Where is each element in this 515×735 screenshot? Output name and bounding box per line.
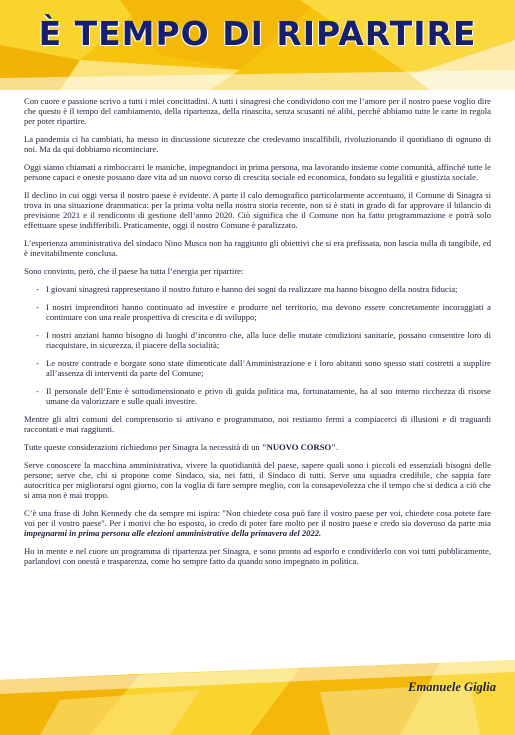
list-item-text: I giovani sinagresi rappresentano il nostro futuro e hanno dei sogni da realizzare ma hanno bisogno della nostra fiducia;	[46, 284, 458, 294]
bullet-dash: -	[36, 284, 39, 294]
letter-body	[24, 96, 491, 574]
bullet-dash: -	[36, 358, 39, 368]
bullet-dash: -	[36, 302, 39, 312]
list-item	[24, 302, 491, 322]
footer-decoration	[0, 660, 515, 735]
paragraph-text: .	[335, 442, 339, 452]
paragraph	[24, 508, 491, 538]
candidacy-emphasis: impegnarmi in prima persona alle elezioni amministrative della primavera del 2022.	[24, 528, 322, 538]
page-title: È TEMPO DI RIPARTIRE	[38, 14, 477, 53]
paragraph: Oggi siamo chiamati a rimboccarci le maniche, impegnandoci in prima persona, ma lavorando insieme come comunità, affinché tutte le persone capaci e oneste possano dare vita ad un nuovo corso di crescita sociale ed economica, fondato su legalità e giustizia sociale.	[24, 162, 491, 182]
list-item-text: Le nostre contrade e borgate sono state dimenticate dall’Amministrazione e i loro abitanti sono spesso stati costretti a supplire all’assenza di interventi da parte del Comune;	[46, 358, 491, 378]
signature: Emanuele Giglia	[408, 680, 496, 694]
paragraph: Con cuore e passione scrivo a tutti i miei concittadini. A tutti i sinagresi che condividono con me l’amore per il nostro paese voglio dire che questo è il tempo del cambiamento, della ripartenza, della rinascita, senza scusanti né alibi, perché abbiamo tutte le carte in regola per poter ripartire.	[24, 96, 491, 126]
nuovo-corso-emphasis: "NUOVO CORSO"	[261, 442, 336, 452]
list-item	[24, 358, 491, 378]
header-banner	[0, 0, 515, 90]
paragraph: Mentre gli altri comuni del comprensorio si attivano e programmano, noi restiamo fermi a compiacerci di illusioni e di traguardi raccontati e mai raggiunti.	[24, 414, 491, 434]
list-item-text: Il personale dell’Ente è sottodimensionato e privo di guida politica ma, fortunatamente, ha al suo interno ricchezza di risorse umane da valorizzare e sulle quali investire.	[46, 386, 491, 406]
bullet-dash: -	[36, 330, 39, 340]
bullet-dash: -	[36, 386, 39, 396]
list-item-text: I nostri imprenditori hanno continuato ad investire e produrre nel territorio, ma devono essere concretamente incoraggiati a continuare con una reale prospettiva di crescita e di sviluppo;	[46, 302, 491, 322]
paragraph: Serve conoscere la macchina amministrativa, vivere la quotidianità del paese, sapere quali sono i piccoli ed essenziali bisogni delle persone; serve che, chi si propone come Sindaco, sia, nei fatti, il Sindaco di tutti. Serve una squadra credibile, che sappia fare autocritica per migliorarsi ogni giorno, con la voglia di fare sempre meglio, con la consapevolezza che il tempo che si dedica a ciò che si ama non è mai troppo.	[24, 460, 491, 500]
footer-banner	[0, 660, 515, 735]
paragraph-text: C’è una frase di John Kennedy che da sempre mi ispira: "Non chiedete cosa può fare il vostro paese per voi, chiedete cosa potete fare voi per il vostro paese". Per i motivi che ho esposto, io credo di poter fare molto per il nostro paese e credo sia doveroso da parte mia	[24, 508, 491, 528]
list-item	[24, 284, 491, 294]
paragraph: Ho in mente e nel cuore un programma di ripartenza per Sinagra, e sono pronto ad esporlo e condividerlo con voi tutti pubblicamente, parlandovi con onestà e trasparenza, come ho sempre fatto da quando sono impegnato in politica.	[24, 546, 491, 566]
paragraph: Sono convinto, però, che il paese ha tutta l’energia per ripartire:	[24, 266, 244, 276]
paragraph	[24, 442, 491, 452]
list-item	[24, 386, 491, 406]
list-item	[24, 330, 491, 350]
paragraph: La pandemia ci ha cambiati, ha messo in discussione sicurezze che credevamo inscalfibili, rivoluzionando il quotidiano di ognuno di noi. Ma da qui dobbiamo ricominciare.	[24, 134, 491, 154]
list-item-text: I nostri anziani hanno bisogno di luoghi d’incontro che, alla luce delle mutate condizioni sanitarie, possano consentire loro di riacquistare, in sicurezza, il piacere della socialità;	[46, 330, 491, 350]
priority-list	[24, 284, 491, 406]
paragraph-text: Tutte queste considerazioni richiedono per Sinagra la necessità di un	[24, 442, 262, 452]
paragraph: L’esperienza amministrativa del sindaco Nino Musca non ha raggiunto gli obiettivi che si era prefissata, non lascia nulla di tangibile, ed è inevitabilmente conclusa.	[24, 238, 491, 258]
paragraph: Il declino in cui oggi versa il nostro paese è evidente. A parte il calo demografico particolarmente accentuato, il Comune di Sinagra si trova in una situazione drammatica: per la prima volta nella nostra storia recente, non si è stati in grado di far approvare il bilancio di previsione 2021 e il rendiconto di gestione dell’anno 2020. Ciò significa che il Comune non ha fatto programmazione e potrà solo effettuare spese indifferibili. Praticamente, oggi il nostro Comune è paralizzato.	[24, 190, 491, 230]
